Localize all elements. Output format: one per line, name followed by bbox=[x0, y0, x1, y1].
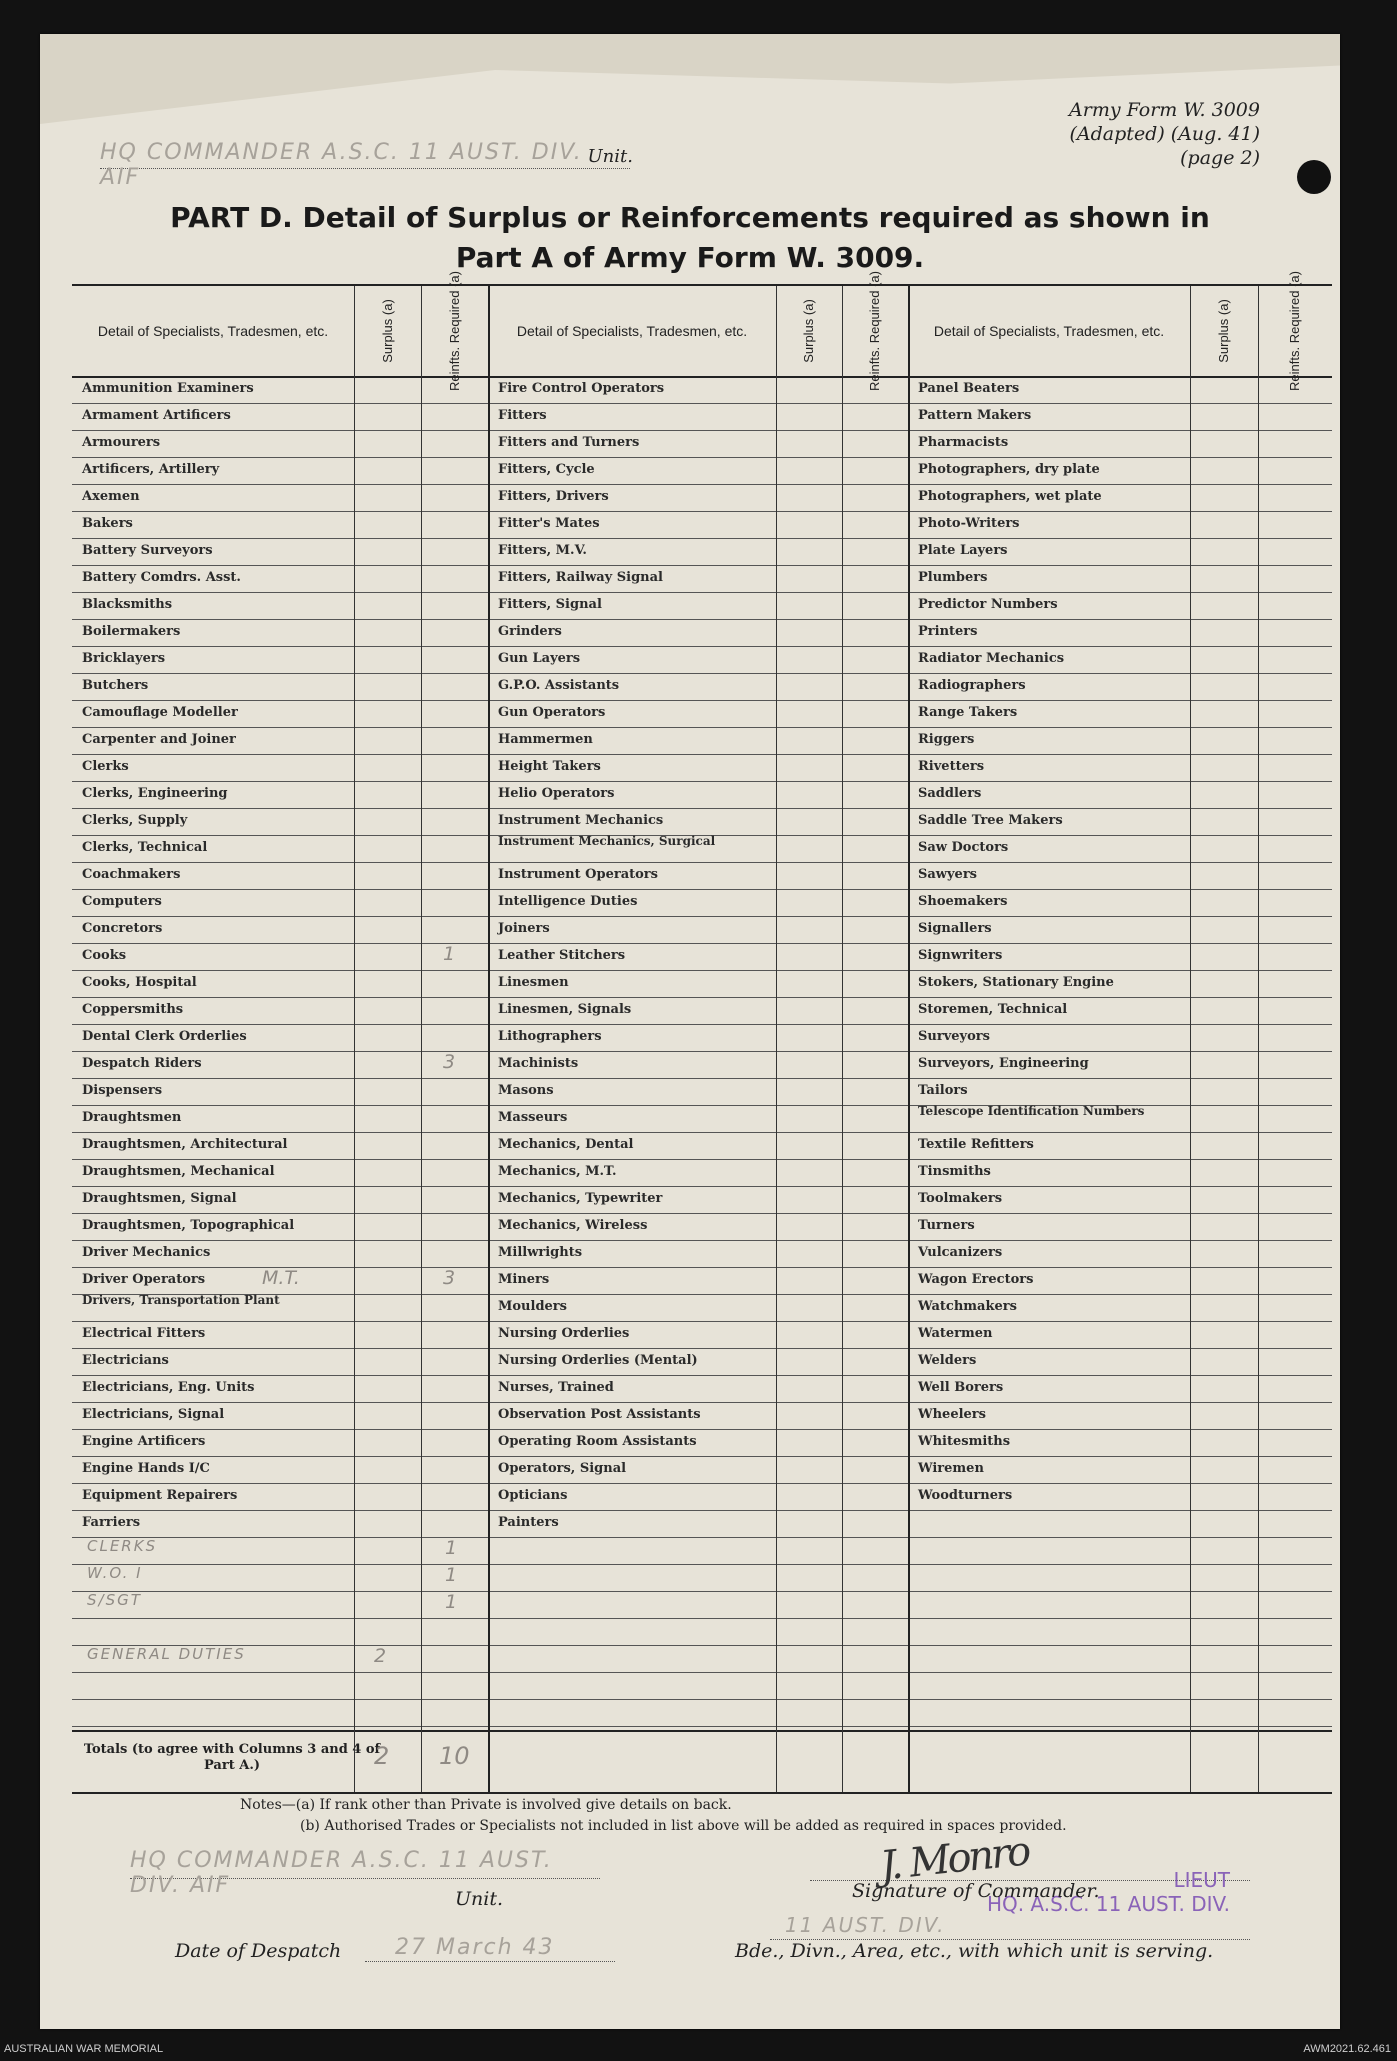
trade-label: Saw Doctors bbox=[918, 840, 1009, 855]
unit-label-bottom: Unit. bbox=[455, 1888, 504, 1910]
trade-label: Driver Mechanics bbox=[82, 1245, 211, 1260]
trades-table bbox=[72, 271, 1332, 1794]
table-row bbox=[72, 376, 1332, 404]
trade-label: Wiremen bbox=[918, 1461, 984, 1476]
trade-label: Vulcanizers bbox=[918, 1245, 1003, 1260]
table-row bbox=[72, 565, 1332, 593]
table-row bbox=[72, 835, 1332, 863]
trade-label: Linesmen, Signals bbox=[498, 1002, 632, 1017]
extra-row-detail: CLERKS bbox=[87, 1537, 158, 1555]
extra-row bbox=[72, 1672, 1332, 1700]
trade-label: Operating Room Assistants bbox=[498, 1434, 697, 1449]
totals-reinfts-value: 10 bbox=[439, 1742, 470, 1770]
column-header-text: Reinfts. Required (a) bbox=[446, 271, 462, 391]
credit-left: AUSTRALIAN WAR MEMORIAL bbox=[4, 2043, 164, 2055]
signature-label: Signature of Commander. bbox=[852, 1880, 1100, 1902]
trade-label: Cooks bbox=[82, 948, 127, 963]
driver-operators-note: M.T. bbox=[262, 1267, 300, 1289]
trade-label: Driver Operators bbox=[82, 1272, 206, 1287]
trade-label: Watermen bbox=[918, 1326, 993, 1341]
totals-label: Totals (to agree with Columns 3 and 4 of Part A.) bbox=[83, 1742, 381, 1773]
trade-label: Draughtsmen, Signal bbox=[82, 1191, 237, 1206]
trade-label: Axemen bbox=[82, 489, 140, 504]
table-row bbox=[72, 1402, 1332, 1430]
trade-label: Bricklayers bbox=[82, 651, 166, 666]
trade-label: Miners bbox=[498, 1272, 550, 1287]
trade-label: Gun Layers bbox=[498, 651, 581, 666]
extra-row-reinfts: 1 bbox=[445, 1537, 458, 1559]
date-field bbox=[365, 1935, 615, 1962]
punch-hole bbox=[1297, 160, 1331, 194]
trade-label: Signwriters bbox=[918, 948, 1003, 963]
table-row bbox=[72, 457, 1332, 485]
note-b: (b) Authorised Trades or Specialists not included in list above will be added as required in spaces provided. bbox=[300, 1818, 1067, 1834]
column-divider bbox=[842, 286, 843, 1792]
trade-label: Leather Stitchers bbox=[498, 948, 626, 963]
table-row bbox=[72, 1375, 1332, 1403]
trade-label: Rivetters bbox=[918, 759, 985, 774]
trade-label: Coppersmiths bbox=[82, 1002, 184, 1017]
trade-label: Clerks bbox=[82, 759, 129, 774]
trade-label: Plate Layers bbox=[918, 543, 1008, 558]
table-row bbox=[72, 781, 1332, 809]
trade-label: G.P.O. Assistants bbox=[498, 678, 620, 693]
extra-row bbox=[72, 1537, 1332, 1565]
trade-label: Radiator Mechanics bbox=[918, 651, 1065, 666]
trade-label: Fitters, Signal bbox=[498, 597, 602, 612]
form-ref-line: Army Form W. 3009 bbox=[1069, 99, 1260, 121]
cooks-reinfts-value: 1 bbox=[443, 943, 456, 965]
trade-label: Armament Artificers bbox=[82, 408, 231, 423]
column-header-text: Reinfts. Required (a) bbox=[1287, 271, 1303, 391]
unit-handwriting-bottom: HQ COMMANDER A.S.C. 11 AUST. DIV. AIF bbox=[130, 1848, 553, 1898]
trade-label: Draughtsmen bbox=[82, 1110, 182, 1125]
trade-label: Clerks, Technical bbox=[82, 840, 208, 855]
column-header-text: Detail of Specialists, Tradesmen, etc. bbox=[933, 322, 1165, 339]
trade-label: Mechanics, Dental bbox=[498, 1137, 634, 1152]
trade-label: Machinists bbox=[498, 1056, 579, 1071]
stamp-line: HQ. A.S.C. 11 AUST. DIV. bbox=[986, 1892, 1230, 1916]
trade-label: Pattern Makers bbox=[918, 408, 1032, 423]
column-header-text: Reinfts. Required (a) bbox=[867, 271, 883, 391]
trade-label: Fitters and Turners bbox=[498, 435, 640, 450]
trade-label: Whitesmiths bbox=[918, 1434, 1011, 1449]
trade-label: Wheelers bbox=[918, 1407, 986, 1422]
column-header-text: Surplus (a) bbox=[1215, 299, 1231, 363]
trade-label: Equipment Repairers bbox=[82, 1488, 238, 1503]
column-divider bbox=[776, 286, 777, 1792]
trade-label: Sawyers bbox=[918, 867, 977, 882]
table-row bbox=[72, 673, 1332, 701]
trade-label: Blacksmiths bbox=[82, 597, 173, 612]
trade-label: Shoemakers bbox=[918, 894, 1008, 909]
trade-label: Electricians, Eng. Units bbox=[82, 1380, 255, 1395]
trade-label: Hammermen bbox=[498, 732, 593, 747]
table-row bbox=[72, 1159, 1332, 1187]
despatch-reinfts-value: 3 bbox=[443, 1051, 456, 1073]
trade-label: Battery Surveyors bbox=[82, 543, 213, 558]
table-row bbox=[72, 430, 1332, 458]
trade-label: Farriers bbox=[82, 1515, 141, 1530]
unit-label: Unit. bbox=[587, 146, 633, 167]
trade-label: Engine Artificers bbox=[82, 1434, 206, 1449]
trade-label: Fitters, Railway Signal bbox=[498, 570, 663, 585]
trade-label: Storemen, Technical bbox=[918, 1002, 1068, 1017]
column-header-reinfts bbox=[421, 271, 488, 391]
trade-label: Opticians bbox=[498, 1488, 568, 1503]
trade-label: Draughtsmen, Topographical bbox=[82, 1218, 295, 1233]
trade-label: Plumbers bbox=[918, 570, 988, 585]
column-divider bbox=[1190, 286, 1191, 1792]
table-row bbox=[72, 646, 1332, 674]
table-row bbox=[72, 970, 1332, 998]
column-header-text: Detail of Specialists, Tradesmen, etc. bbox=[516, 322, 748, 339]
table-row bbox=[72, 889, 1332, 917]
form-ref-line: (page 2) bbox=[1180, 147, 1260, 169]
column-header-surplus bbox=[776, 286, 842, 376]
table-row bbox=[72, 727, 1332, 755]
table-row bbox=[72, 808, 1332, 836]
table-row bbox=[72, 916, 1332, 944]
signature-scrawl: J. Monro bbox=[878, 1828, 1031, 1890]
column-divider bbox=[1258, 286, 1259, 1792]
extra-row bbox=[72, 1618, 1332, 1646]
trade-label: Range Takers bbox=[918, 705, 1018, 720]
trade-label: Linesmen bbox=[498, 975, 569, 990]
trade-label: Textile Refitters bbox=[918, 1137, 1034, 1152]
trade-label: Fitters bbox=[498, 408, 547, 423]
totals-row bbox=[72, 1730, 1332, 1794]
table-row bbox=[72, 700, 1332, 728]
trade-label: Operators, Signal bbox=[498, 1461, 627, 1476]
trade-label: Wagon Erectors bbox=[918, 1272, 1034, 1287]
table-row bbox=[72, 1456, 1332, 1484]
trade-label: Clerks, Engineering bbox=[82, 786, 228, 801]
trade-label: Dispensers bbox=[82, 1083, 163, 1098]
trade-label: Telescope Identification Numbers bbox=[918, 1104, 1145, 1118]
trade-label: Toolmakers bbox=[918, 1191, 1003, 1206]
trade-label: Welders bbox=[918, 1353, 977, 1368]
table-row bbox=[72, 1429, 1332, 1457]
table-row bbox=[72, 592, 1332, 620]
trade-label: Photo-Writers bbox=[918, 516, 1020, 531]
trade-label: Instrument Operators bbox=[498, 867, 658, 882]
column-header-surplus bbox=[1190, 286, 1258, 376]
trade-label: Nursing Orderlies bbox=[498, 1326, 630, 1341]
column-divider bbox=[421, 286, 422, 1792]
trade-label: Tailors bbox=[918, 1083, 968, 1098]
trade-label: Stokers, Stationary Engine bbox=[918, 975, 1114, 990]
trade-label: Signallers bbox=[918, 921, 992, 936]
column-header-detail bbox=[72, 286, 354, 376]
trade-label: Observation Post Assistants bbox=[498, 1407, 701, 1422]
column-divider bbox=[908, 286, 910, 1792]
extra-row-surplus: 2 bbox=[374, 1645, 387, 1667]
driver-operators-reinfts-value: 3 bbox=[443, 1267, 456, 1289]
trade-label: Battery Comdrs. Asst. bbox=[82, 570, 241, 585]
table-row bbox=[72, 1051, 1332, 1079]
table-row bbox=[72, 754, 1332, 782]
trade-label: Well Borers bbox=[918, 1380, 1004, 1395]
trade-label: Fire Control Operators bbox=[498, 381, 665, 396]
table-row bbox=[72, 619, 1332, 647]
trade-label: Armourers bbox=[82, 435, 161, 450]
bde-field bbox=[770, 1915, 1250, 1940]
trade-label: Radiographers bbox=[918, 678, 1026, 693]
bde-label: Bde., Divn., Area, etc., with which unit is serving. bbox=[735, 1940, 1214, 1962]
form-ref-line: (Adapted) (Aug. 41) bbox=[1069, 123, 1260, 145]
column-header-text: Surplus (a) bbox=[379, 299, 395, 363]
trade-label: Draughtsmen, Architectural bbox=[82, 1137, 288, 1152]
unit-handwriting: HQ COMMANDER A.S.C. 11 AUST. DIV. AIF bbox=[100, 140, 583, 190]
trade-label: Photographers, wet plate bbox=[918, 489, 1102, 504]
column-header-text: Detail of Specialists, Tradesmen, etc. bbox=[97, 322, 329, 339]
trade-label: Lithographers bbox=[498, 1029, 602, 1044]
table-row bbox=[72, 1105, 1332, 1133]
extra-row-reinfts: 1 bbox=[445, 1564, 458, 1586]
unit-field-top bbox=[100, 140, 633, 190]
trade-label: Fitters, Drivers bbox=[498, 489, 609, 504]
trade-label: Computers bbox=[82, 894, 162, 909]
trade-label: Bakers bbox=[82, 516, 133, 531]
trade-label: Fitters, Cycle bbox=[498, 462, 595, 477]
extra-row bbox=[72, 1591, 1332, 1619]
trade-label: Photographers, dry plate bbox=[918, 462, 1100, 477]
trade-label: Butchers bbox=[82, 678, 149, 693]
table-row bbox=[72, 403, 1332, 431]
table-row bbox=[72, 1240, 1332, 1268]
trade-label: Woodturners bbox=[918, 1488, 1013, 1503]
trade-label: Tinsmiths bbox=[918, 1164, 991, 1179]
table-row bbox=[72, 862, 1332, 890]
trade-label: Electrical Fitters bbox=[82, 1326, 206, 1341]
table-row bbox=[72, 1078, 1332, 1106]
trade-label: Riggers bbox=[918, 732, 975, 747]
trade-label: Surveyors, Engineering bbox=[918, 1056, 1089, 1071]
table-row bbox=[72, 1213, 1332, 1241]
table-row bbox=[72, 1294, 1332, 1322]
trade-label: Fitters, M.V. bbox=[498, 543, 587, 558]
bde-handwriting: 11 AUST. DIV. bbox=[785, 1913, 946, 1937]
trade-label: Coachmakers bbox=[82, 867, 181, 882]
trade-label: Saddle Tree Makers bbox=[918, 813, 1063, 828]
trade-label: Instrument Mechanics, Surgical bbox=[498, 834, 716, 848]
trade-label: Masseurs bbox=[498, 1110, 568, 1125]
extra-row bbox=[72, 1699, 1332, 1727]
date-handwriting: 27 March 43 bbox=[395, 1935, 555, 1960]
column-header-reinfts bbox=[842, 271, 908, 391]
trade-label: Draughtsmen, Mechanical bbox=[82, 1164, 275, 1179]
column-divider bbox=[354, 286, 355, 1792]
trade-label: Panel Beaters bbox=[918, 381, 1020, 396]
trade-label: Clerks, Supply bbox=[82, 813, 188, 828]
form-title bbox=[120, 198, 1260, 278]
trade-label: Millwrights bbox=[498, 1245, 583, 1260]
column-header-surplus bbox=[354, 286, 421, 376]
stamp-line: LIEUT bbox=[1173, 1868, 1230, 1892]
extra-row-reinfts: 1 bbox=[445, 1591, 458, 1613]
note-a: Notes—(a) If rank other than Private is involved give details on back. bbox=[240, 1797, 732, 1813]
totals-surplus-value: 2 bbox=[374, 1742, 390, 1770]
trade-label: Ammunition Examiners bbox=[82, 381, 254, 396]
trade-label: Electricians, Signal bbox=[82, 1407, 225, 1422]
trade-label: Painters bbox=[498, 1515, 559, 1530]
notes bbox=[240, 1795, 1067, 1837]
trade-label: Printers bbox=[918, 624, 978, 639]
title-line-1: PART D. Detail of Surplus or Reinforcements required as shown in bbox=[170, 201, 1210, 234]
trade-label: Mechanics, Typewriter bbox=[498, 1191, 663, 1206]
trade-label: Cooks, Hospital bbox=[82, 975, 197, 990]
trade-label: Dental Clerk Orderlies bbox=[82, 1029, 247, 1044]
table-row bbox=[72, 1483, 1332, 1511]
table-row bbox=[72, 1510, 1332, 1538]
trade-label: Saddlers bbox=[918, 786, 982, 801]
column-header-detail bbox=[488, 286, 776, 376]
table-row bbox=[72, 1132, 1332, 1160]
form-reference bbox=[1020, 98, 1260, 170]
trade-label: Drivers, Transportation Plant bbox=[82, 1293, 280, 1307]
trade-label: Helio Operators bbox=[498, 786, 615, 801]
trade-label: Nursing Orderlies (Mental) bbox=[498, 1353, 698, 1368]
trade-label: Predictor Numbers bbox=[918, 597, 1058, 612]
trade-label: Turners bbox=[918, 1218, 975, 1233]
table-row bbox=[72, 997, 1332, 1025]
extra-row-detail: GENERAL DUTIES bbox=[87, 1645, 246, 1663]
table-row bbox=[72, 1348, 1332, 1376]
title-line-2: Part A of Army Form W. 3009. bbox=[455, 241, 925, 274]
trade-label: Carpenter and Joiner bbox=[82, 732, 236, 747]
table-row bbox=[72, 1186, 1332, 1214]
trade-label: Concretors bbox=[82, 921, 163, 936]
extra-row bbox=[72, 1645, 1332, 1673]
trade-label: Nurses, Trained bbox=[498, 1380, 614, 1395]
trade-label: Mechanics, M.T. bbox=[498, 1164, 617, 1179]
trade-label: Moulders bbox=[498, 1299, 567, 1314]
table-row bbox=[72, 1321, 1332, 1349]
table-row bbox=[72, 538, 1332, 566]
column-header-text: Surplus (a) bbox=[800, 299, 816, 363]
trade-label: Pharmacists bbox=[918, 435, 1009, 450]
trade-label: Camouflage Modeller bbox=[82, 705, 238, 720]
extra-row-detail: W.O. I bbox=[87, 1564, 143, 1582]
trade-label: Instrument Mechanics bbox=[498, 813, 664, 828]
unit-field-bottom bbox=[130, 1848, 600, 1898]
table-row bbox=[72, 1267, 1332, 1295]
table-row bbox=[72, 943, 1332, 971]
trade-label: Electricians bbox=[82, 1353, 169, 1368]
trade-label: Engine Hands I/C bbox=[82, 1461, 210, 1476]
table-row bbox=[72, 1024, 1332, 1052]
trade-label: Gun Operators bbox=[498, 705, 606, 720]
trade-label: Joiners bbox=[498, 921, 550, 936]
extra-row bbox=[72, 1564, 1332, 1592]
column-header-detail bbox=[908, 286, 1190, 376]
column-header-reinfts bbox=[1258, 271, 1332, 391]
table-row bbox=[72, 484, 1332, 512]
trade-label: Surveyors bbox=[918, 1029, 990, 1044]
trade-label: Intelligence Duties bbox=[498, 894, 638, 909]
trade-label: Artificers, Artillery bbox=[82, 462, 220, 477]
trade-label: Watchmakers bbox=[918, 1299, 1017, 1314]
trade-label: Fitter's Mates bbox=[498, 516, 600, 531]
trade-label: Grinders bbox=[498, 624, 562, 639]
trade-label: Mechanics, Wireless bbox=[498, 1218, 648, 1233]
credit-right: AWM2021.62.461 bbox=[1303, 2043, 1391, 2055]
trade-label: Despatch Riders bbox=[82, 1056, 202, 1071]
trade-label: Boilermakers bbox=[82, 624, 181, 639]
extra-row-detail: S/SGT bbox=[87, 1591, 142, 1609]
column-divider bbox=[488, 286, 490, 1792]
trade-label: Masons bbox=[498, 1083, 554, 1098]
date-label: Date of Despatch bbox=[175, 1940, 342, 1962]
trade-label: Height Takers bbox=[498, 759, 601, 774]
table-row bbox=[72, 511, 1332, 539]
